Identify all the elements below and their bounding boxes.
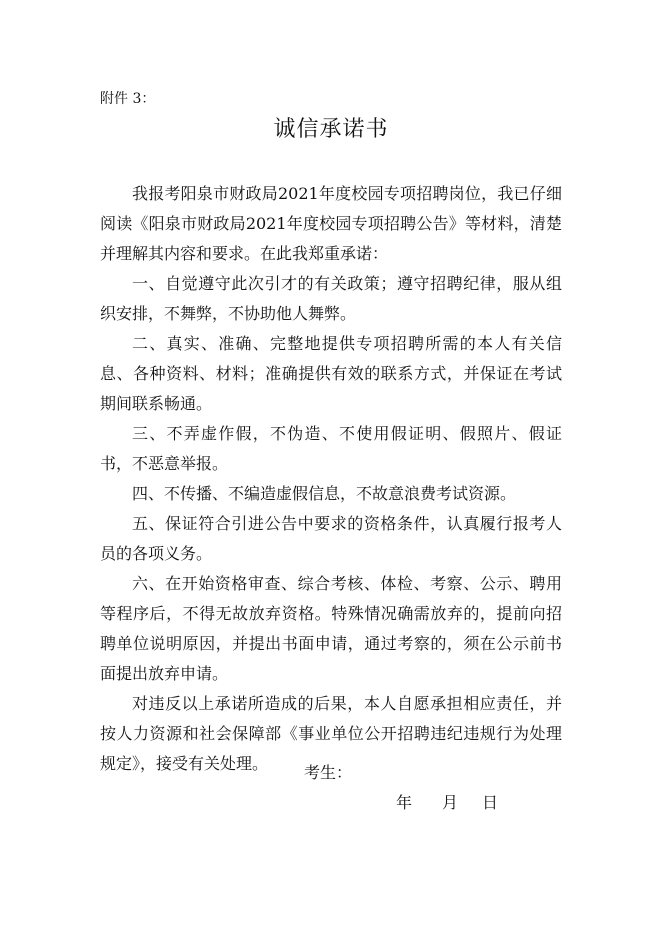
date-day-label: 日 [482, 793, 499, 812]
commitment-item-4: 四、不传播、不编造虚假信息，不故意浪费考试资源。 [132, 484, 517, 503]
attachment-label: 附件 3： [100, 91, 156, 107]
commitment-item-3: 三、不弄虚作假，不伪造、不使用假证明、假照片、假证书，不恶意举报。 [100, 424, 562, 473]
date-month-label: 月 [442, 793, 459, 812]
date-year-label: 年 [396, 793, 413, 812]
candidate-signature-label: 考生： [304, 763, 353, 782]
commitment-item-2: 二、真实、准确、完整地提供专项招聘所需的本人有关信息、各种资料、材料；准确提供有效的联系方式，并保证在考试期间联系畅通。 [100, 334, 562, 413]
date-line [396, 788, 498, 818]
liability-paragraph: 对违反以上承诺所造成的后果，本人自愿承担相应责任，并按人力资源和社会保障部《事业单位公开招聘违纪违规行为处理规定》，接受有关处理。 [100, 694, 562, 773]
commitment-item-1: 一、自觉遵守此次引才的有关政策；遵守招聘纪律，服从组织安排，不舞弊，不协助他人舞弊。 [100, 274, 562, 323]
intro-paragraph: 我报考阳泉市财政局2021年度校园专项招聘岗位，我已仔细阅读《阳泉市财政局2021年度校园专项招聘公告》等材料，清楚并理解其内容和要求。在此我郑重承诺： [100, 184, 562, 263]
document-title: 诚信承诺书 [273, 117, 389, 142]
commitment-item-6: 六、在开始资格审查、综合考核、体检、考察、公示、聘用等程序后，不得无故放弃资格。特殊情况确需放弃的，提前向招聘单位说明原因，并提出书面申请，通过考察的，须在公示前书面提出放弃申请。 [100, 574, 562, 683]
commitment-item-5: 五、保证符合引进公告中要求的资格条件，认真履行报考人员的各项义务。 [100, 514, 562, 563]
commitment-body [100, 179, 562, 779]
